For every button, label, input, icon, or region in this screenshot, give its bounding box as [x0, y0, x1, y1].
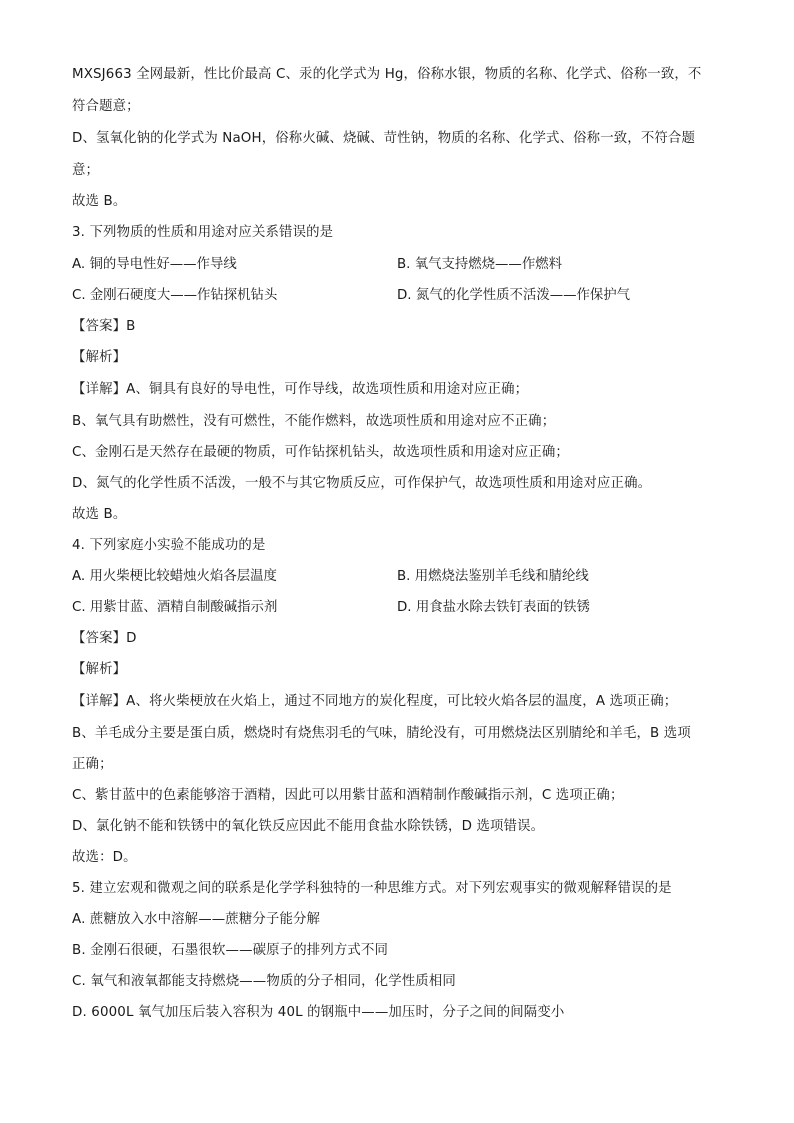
question-3-detail: B、氧气具有助燃性，没有可燃性，不能作燃料，故选项性质和用途对应不正确；	[72, 414, 556, 429]
question-4-detail: B、羊毛成分主要是蛋白质，燃烧时有烧焦羽毛的气味，腈纶没有，可用燃烧法区别腈纶和羊毛，B 选项	[72, 726, 691, 741]
text-line: 故选 B。	[72, 194, 127, 209]
option-a: A. 蔗糖放入水中溶解——蔗糖分子能分解	[72, 912, 321, 927]
question-3-detail: D、氮气的化学性质不活泼，一般不与其它物质反应，可作保护气，故选项性质和用途对应正确。	[72, 476, 652, 491]
question-3-detail: 故选 B。	[72, 507, 127, 522]
option-c: C. 用紫甘蓝、酒精自制酸碱指示剂	[72, 600, 278, 615]
question-3-options-row-1	[72, 256, 722, 274]
question-4-analysis-title: 【解析】	[72, 662, 127, 677]
option-b: B. 氧气支持燃烧——作燃料	[397, 257, 562, 272]
question-3-detail: 【详解】A、铜具有良好的导电性，可作导线，故选项性质和用途对应正确；	[72, 382, 529, 397]
question-4-stem: 4. 下列家庭小实验不能成功的是	[72, 538, 266, 553]
option-c: C. 金刚石硬度大——作钻探机钻头	[72, 288, 278, 303]
option-b: B. 金刚石很硬，石墨很软——碳原子的排列方式不同	[72, 943, 389, 958]
option-d: D. 用食盐水除去铁钉表面的铁锈	[397, 600, 590, 615]
question-4-detail: C、紫甘蓝中的色素能够溶于酒精，因此可以用紫甘蓝和酒精制作酸碱指示剂，C 选项正确；	[72, 788, 624, 803]
question-4-detail: 正确；	[72, 757, 113, 772]
text-line: 意；	[72, 163, 100, 178]
question-4-answer: 【答案】D	[72, 631, 137, 646]
option-d: D. 氮气的化学性质不活泼——作保护气	[397, 288, 631, 303]
question-3-detail: C、金刚石是天然存在最硬的物质，可作钻探机钻头，故选项性质和用途对应正确；	[72, 445, 569, 460]
option-c: C. 氧气和液氧都能支持燃烧——物质的分子相同，化学性质相同	[72, 974, 456, 989]
option-a: A. 用火柴梗比较蜡烛火焰各层温度	[72, 569, 277, 584]
question-4-detail: 故选：D。	[72, 850, 137, 865]
question-4-detail: D、氯化钠不能和铁锈中的氧化铁反应因此不能用食盐水除铁锈，D 选项错误。	[72, 819, 545, 834]
question-4-options-row-2	[72, 599, 722, 617]
text-line: MXSJ663 全网最新，性比价最高 C、汞的化学式为 Hg，俗称水银，物质的名称、化学式、俗称一致，不	[72, 67, 702, 82]
question-4-detail: 【详解】A、将火柴梗放在火焰上，通过不同地方的炭化程度，可比较火焰各层的温度，A 选项正确；	[72, 694, 678, 709]
option-d: D. 6000L 氧气加压后装入容积为 40L 的钢瓶中——加压时，分子之间的间隔变小	[72, 1005, 565, 1020]
text-line: D、氢氧化钠的化学式为 NaOH，俗称火碱、烧碱、苛性钠，物质的名称、化学式、俗称一致，不符合题	[72, 131, 696, 146]
question-5-stem: 5. 建立宏观和微观之间的联系是化学学科独特的一种思维方式。对下列宏观事实的微观解释错误的是	[72, 881, 672, 896]
question-4-options-row-1	[72, 568, 722, 586]
text-line: 符合题意；	[72, 99, 140, 114]
option-a: A. 铜的导电性好——作导线	[72, 257, 237, 272]
question-3-answer: 【答案】B	[72, 319, 136, 334]
question-3-analysis-title: 【解析】	[72, 350, 127, 365]
option-b: B. 用燃烧法鉴别羊毛线和腈纶线	[397, 569, 589, 584]
question-3-stem: 3. 下列物质的性质和用途对应关系错误的是	[72, 225, 334, 240]
question-3-options-row-2	[72, 287, 722, 305]
